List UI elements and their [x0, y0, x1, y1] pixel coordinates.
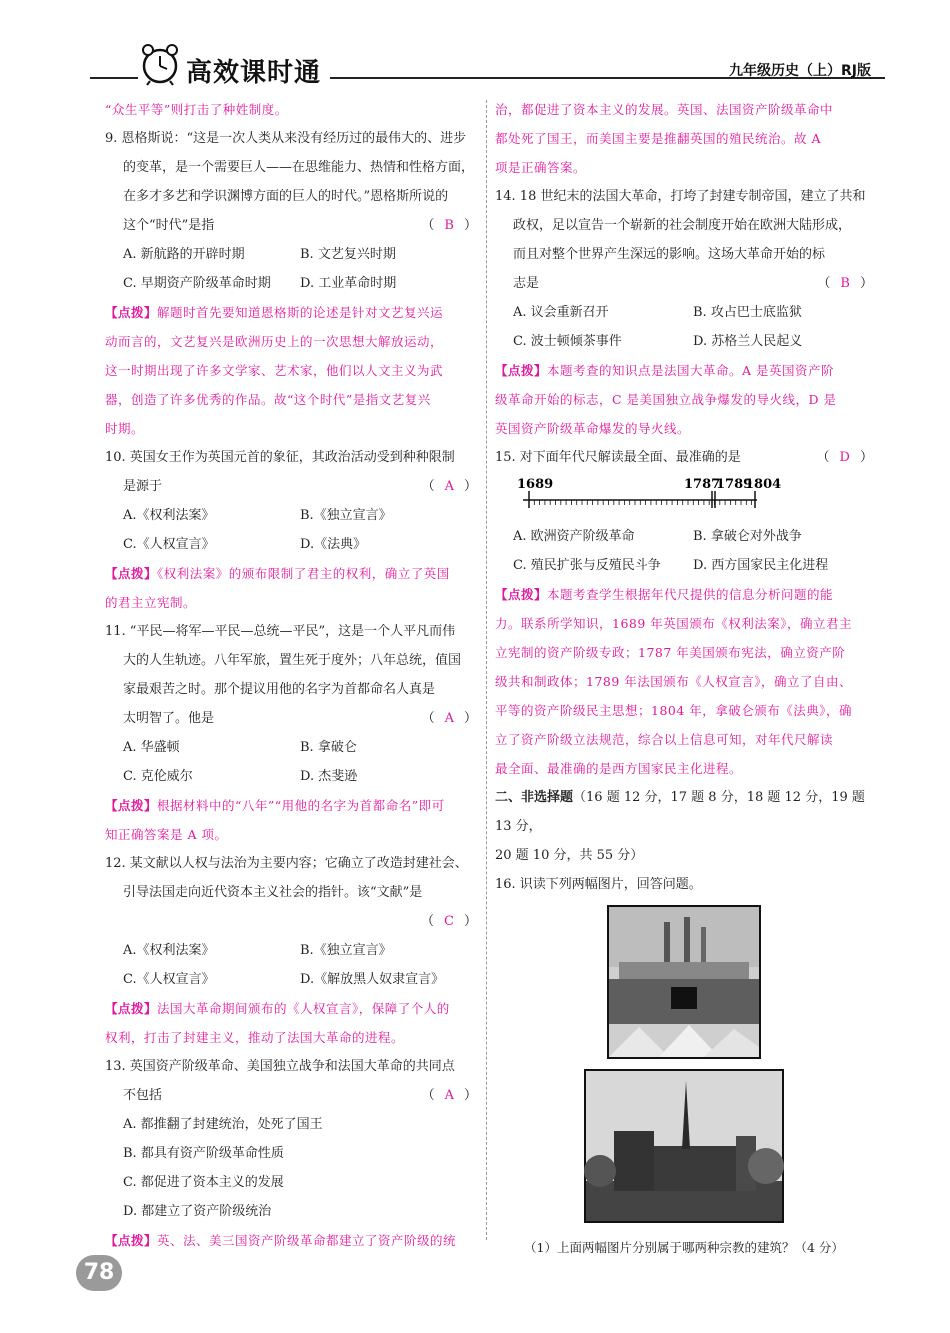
- tip-tag: 【点拨】: [105, 798, 158, 813]
- question-stem: 引导法国走向近代资本主义社会的指针。该“文献”是: [123, 885, 423, 900]
- tip-text: 动而言的，文艺复兴是欧洲历史上的一次思想大解放运动，: [105, 334, 444, 349]
- tip-continued: “众生平等”则打击了种姓制度。: [105, 102, 288, 117]
- question-stem: 11. “平民—将军—平民—总统—平民”，这是一个人平凡而伟: [105, 624, 456, 639]
- tip-text: 本题考查学生根据年代尺提供的信息分析问题的能: [547, 587, 834, 602]
- options-row: [105, 965, 477, 994]
- tip-text: 根据材料中的“八年”“用他的名字为首都命名”即可: [157, 798, 445, 813]
- question-9: [105, 124, 477, 443]
- options-row: [105, 733, 477, 762]
- tip-text: 这一时期出现了许多文学家、艺术家，他们以人文主义为武: [105, 363, 444, 378]
- tip-text: 器，创造了许多优秀的作品。故“这个时代”是指文艺复兴: [105, 392, 431, 407]
- section-desc: （16 题 12 分，17 题 8 分，18 题 12 分，19 题 13 分，: [495, 790, 865, 834]
- option-d: D. 苏格兰人民起义: [693, 334, 803, 349]
- tip-tag: 【点拨】: [105, 566, 158, 581]
- options-row: [105, 530, 477, 559]
- tip-text: 法国大革命期间颁布的《人权宣言》，保障了个人的: [157, 1001, 450, 1016]
- question-stem: 13. 英国资产阶级革命、美国独立战争和法国大革命的共同点: [105, 1059, 455, 1074]
- option-c: C. 早期资产阶级革命时期: [123, 276, 271, 291]
- tip-tag: 【点拨】: [495, 587, 548, 602]
- options-row: [495, 551, 873, 580]
- page-header: [90, 40, 885, 90]
- options-row: [105, 762, 477, 791]
- question-stem: 而且对整个世界产生深远的影响。这场大革命开始的标: [513, 247, 826, 262]
- options-row: [495, 522, 873, 551]
- tip-tag: 【点拨】: [105, 1233, 158, 1248]
- logo-text: 高效课时通: [186, 58, 322, 88]
- tip-text: 英、法、美三国资产阶级革命都建立了资产阶级的统: [157, 1233, 457, 1248]
- option-a: A. 新航路的开辟时期: [123, 247, 245, 262]
- tip-text: 立宪制的资产阶级专政；1787 年美国颁布宪法，确立资产阶: [495, 645, 846, 660]
- option-a: A. 华盛顿: [123, 740, 180, 755]
- option-c: C.《人权宣言》: [123, 537, 215, 552]
- question-11: [105, 617, 477, 849]
- answer-letter: D: [839, 450, 850, 465]
- question-stem: 志是: [513, 276, 540, 291]
- option-c: C. 克伦威尔: [123, 769, 193, 784]
- answer-bracket: （ B ）: [421, 218, 477, 233]
- tip-text: 本题考查的知识点是法国大革命。A 是英国资产阶: [547, 363, 835, 378]
- alarm-clock-icon: [138, 42, 182, 86]
- option-b: B. 拿破仑对外战争: [693, 529, 802, 544]
- tip-text: 最全面、最准确的是西方国家民主化进程。: [495, 761, 743, 776]
- option-d: D.《解放黑人奴隶宣言》: [300, 972, 445, 987]
- tip: [105, 994, 477, 1023]
- option-b: B.《独立宣言》: [300, 943, 392, 958]
- tip-tag: 【点拨】: [105, 305, 158, 320]
- question-stem: 16. 识读下列两幅图片，回答问题。: [495, 877, 702, 892]
- tip: [105, 559, 477, 588]
- tip: [105, 1226, 477, 1255]
- tip-text: 权利，打击了封建主义，推动了法国大革命的进程。: [105, 1030, 405, 1045]
- tip-text: 英国资产阶级革命爆发的导火线。: [495, 421, 691, 436]
- tip-text: 解题时首先要知道恩格斯的论述是针对文艺复兴运: [157, 305, 444, 320]
- option-a: A. 议会重新召开: [513, 305, 609, 320]
- option-c: C. 殖民扩张与反殖民斗争: [513, 558, 661, 573]
- timeline-ruler: [515, 472, 873, 522]
- options-row: [105, 501, 477, 530]
- question-stem: 不包括: [123, 1088, 163, 1103]
- tip-tag: 【点拨】: [495, 363, 548, 378]
- option-d: D. 杰斐逊: [300, 769, 358, 784]
- option-d: D.《法典》: [300, 537, 367, 552]
- answer-letter: B: [840, 276, 850, 291]
- section-title: 二、非选择题: [495, 790, 574, 805]
- tip-text: 立了资产阶级立法规范，综合以上信息可知，对年代尺解读: [495, 732, 834, 747]
- question-stem: 是源于: [123, 479, 163, 494]
- tip-continued: 都处死了国王，而美国主要是推翻英国的殖民统治。故 A: [495, 131, 822, 146]
- answer-letter: C: [444, 914, 454, 929]
- tip: [105, 791, 477, 820]
- question-stem: 家最艰苦之时。那个提议用他的名字为首都命名人真是: [123, 682, 436, 697]
- options-row: [105, 269, 477, 298]
- option-b: B. 文艺复兴时期: [300, 247, 396, 262]
- timeline-label-end: 1804: [745, 477, 782, 492]
- answer-letter: B: [444, 218, 454, 233]
- question-stem: 15. 对下面年代尺解读最全面、最准确的是: [495, 450, 741, 465]
- option-d: D. 工业革命时期: [300, 276, 397, 291]
- option-c: C. 都促进了资本主义的发展: [123, 1175, 284, 1190]
- timeline-label-a: 1787: [684, 477, 721, 492]
- option-d: D. 西方国家民主化进程: [693, 558, 829, 573]
- question-stem: 政权，足以宣告一个崭新的社会制度开始在欧洲大陆形成，: [513, 218, 852, 233]
- options-row: [105, 936, 477, 965]
- timeline-label-start: 1689: [517, 477, 554, 492]
- question-13: [105, 1052, 477, 1255]
- option-b: B. 都具有资产阶级革命性质: [123, 1146, 284, 1161]
- tip-text: 时期。: [105, 421, 145, 436]
- tip-text: 级革命开始的标志，C 是美国独立战争爆发的导火线，D 是: [495, 392, 837, 407]
- options-row: [495, 327, 873, 356]
- tip-text: 的君主立宪制。: [105, 595, 197, 610]
- answer-bracket: （ D ）: [816, 450, 873, 465]
- question-stem: 这个“时代”是指: [123, 218, 215, 233]
- question-16: [495, 870, 873, 1262]
- tip-text: 力。联系所学知识，1689 年英国颁布《权利法案》，确立君主: [495, 616, 853, 631]
- section-2: [495, 783, 873, 870]
- tip: [495, 580, 873, 609]
- book-title: 九年级历史（上）RJ版: [729, 63, 871, 79]
- mecca-photo: [607, 905, 761, 1059]
- tip-continued: 项是正确答案。: [495, 160, 587, 175]
- left-column: [105, 95, 477, 1255]
- answer-bracket: （ A ）: [421, 1088, 477, 1103]
- tip: [495, 356, 873, 385]
- option-b: B. 攻占巴士底监狱: [693, 305, 802, 320]
- question-stem: 太明智了。他是: [123, 711, 215, 726]
- options-row: [495, 298, 873, 327]
- answer-bracket: （ A ）: [421, 711, 477, 726]
- answer-letter: A: [444, 479, 454, 494]
- answer-bracket: （ A ）: [421, 479, 477, 494]
- tip-text: 《权利法案》的颁布限制了君主的权利，确立了英国: [157, 566, 450, 581]
- question-stem: 在多才多艺和学识渊博方面的巨人的时代。”恩格斯所说的: [123, 189, 449, 204]
- question-stem: 大的人生轨迹。八年军旅，置生死于度外；八年总统，值国: [123, 653, 462, 668]
- option-a: A.《权利法案》: [123, 508, 215, 523]
- question-stem: 10. 英国女王作为英国元首的象征，其政治活动受到种种限制: [105, 450, 455, 465]
- tip-text: 级共和制政体；1789 年法国颁布《人权宣言》，确立了自由、: [495, 674, 853, 689]
- answer-letter: A: [444, 711, 454, 726]
- option-b: B.《独立宣言》: [300, 508, 392, 523]
- option-a: A.《权利法案》: [123, 943, 215, 958]
- option-a: A. 都推翻了封建统治，处死了国王: [123, 1117, 323, 1132]
- question-stem: 12. 某文献以人权与法治为主要内容；它确立了改造封建社会、: [105, 856, 468, 871]
- question-15: [495, 443, 873, 783]
- sub-question: （1）上面两幅图片分别属于哪两种宗教的建筑？（4 分）: [524, 1240, 844, 1255]
- header-rule-left: [90, 77, 138, 79]
- question-stem: 14. 18 世纪末的法国大革命，打垮了封建专制帝国，建立了共和: [495, 189, 866, 204]
- question-10: [105, 443, 477, 617]
- right-column: [495, 95, 873, 1262]
- tip-text: 知正确答案是 A 项。: [105, 827, 228, 842]
- options-row: [105, 240, 477, 269]
- column-divider: [486, 100, 487, 1240]
- question-stem: 的变革，是一个需要巨人——在思维能力、热情和性格方面，: [123, 160, 475, 175]
- question-14: [495, 182, 873, 443]
- option-a: A. 欧洲资产阶级革命: [513, 529, 635, 544]
- option-b: B. 拿破仑: [300, 740, 357, 755]
- tip-tag: 【点拨】: [105, 1001, 158, 1016]
- question-stem: 9. 恩格斯说：“这是一次人类从来没有经历过的最伟大的、进步: [105, 131, 467, 146]
- answer-bracket: （ C ）: [421, 914, 477, 929]
- section-desc: 20 题 10 分，共 55 分）: [495, 848, 644, 863]
- page-number: 78: [76, 1255, 122, 1291]
- timeline-svg: [515, 472, 782, 518]
- answer-bracket: （ B ）: [817, 276, 873, 291]
- option-c: C.《人权宣言》: [123, 972, 215, 987]
- option-c: C. 波士顿倾茶事件: [513, 334, 622, 349]
- tip-continued: 治，都促进了资本主义的发展。英国、法国资产阶级革命中: [495, 102, 834, 117]
- tip-text: 平等的资产阶级民主思想；1804 年，拿破仑颁布《法典》，确: [495, 703, 853, 718]
- cathedral-photo: [584, 1069, 784, 1223]
- timeline-label-b: 1789: [716, 477, 753, 492]
- tip: [105, 298, 477, 327]
- answer-letter: A: [444, 1088, 454, 1103]
- option-d: D. 都建立了资产阶级统治: [123, 1204, 272, 1219]
- question-12: [105, 849, 477, 1052]
